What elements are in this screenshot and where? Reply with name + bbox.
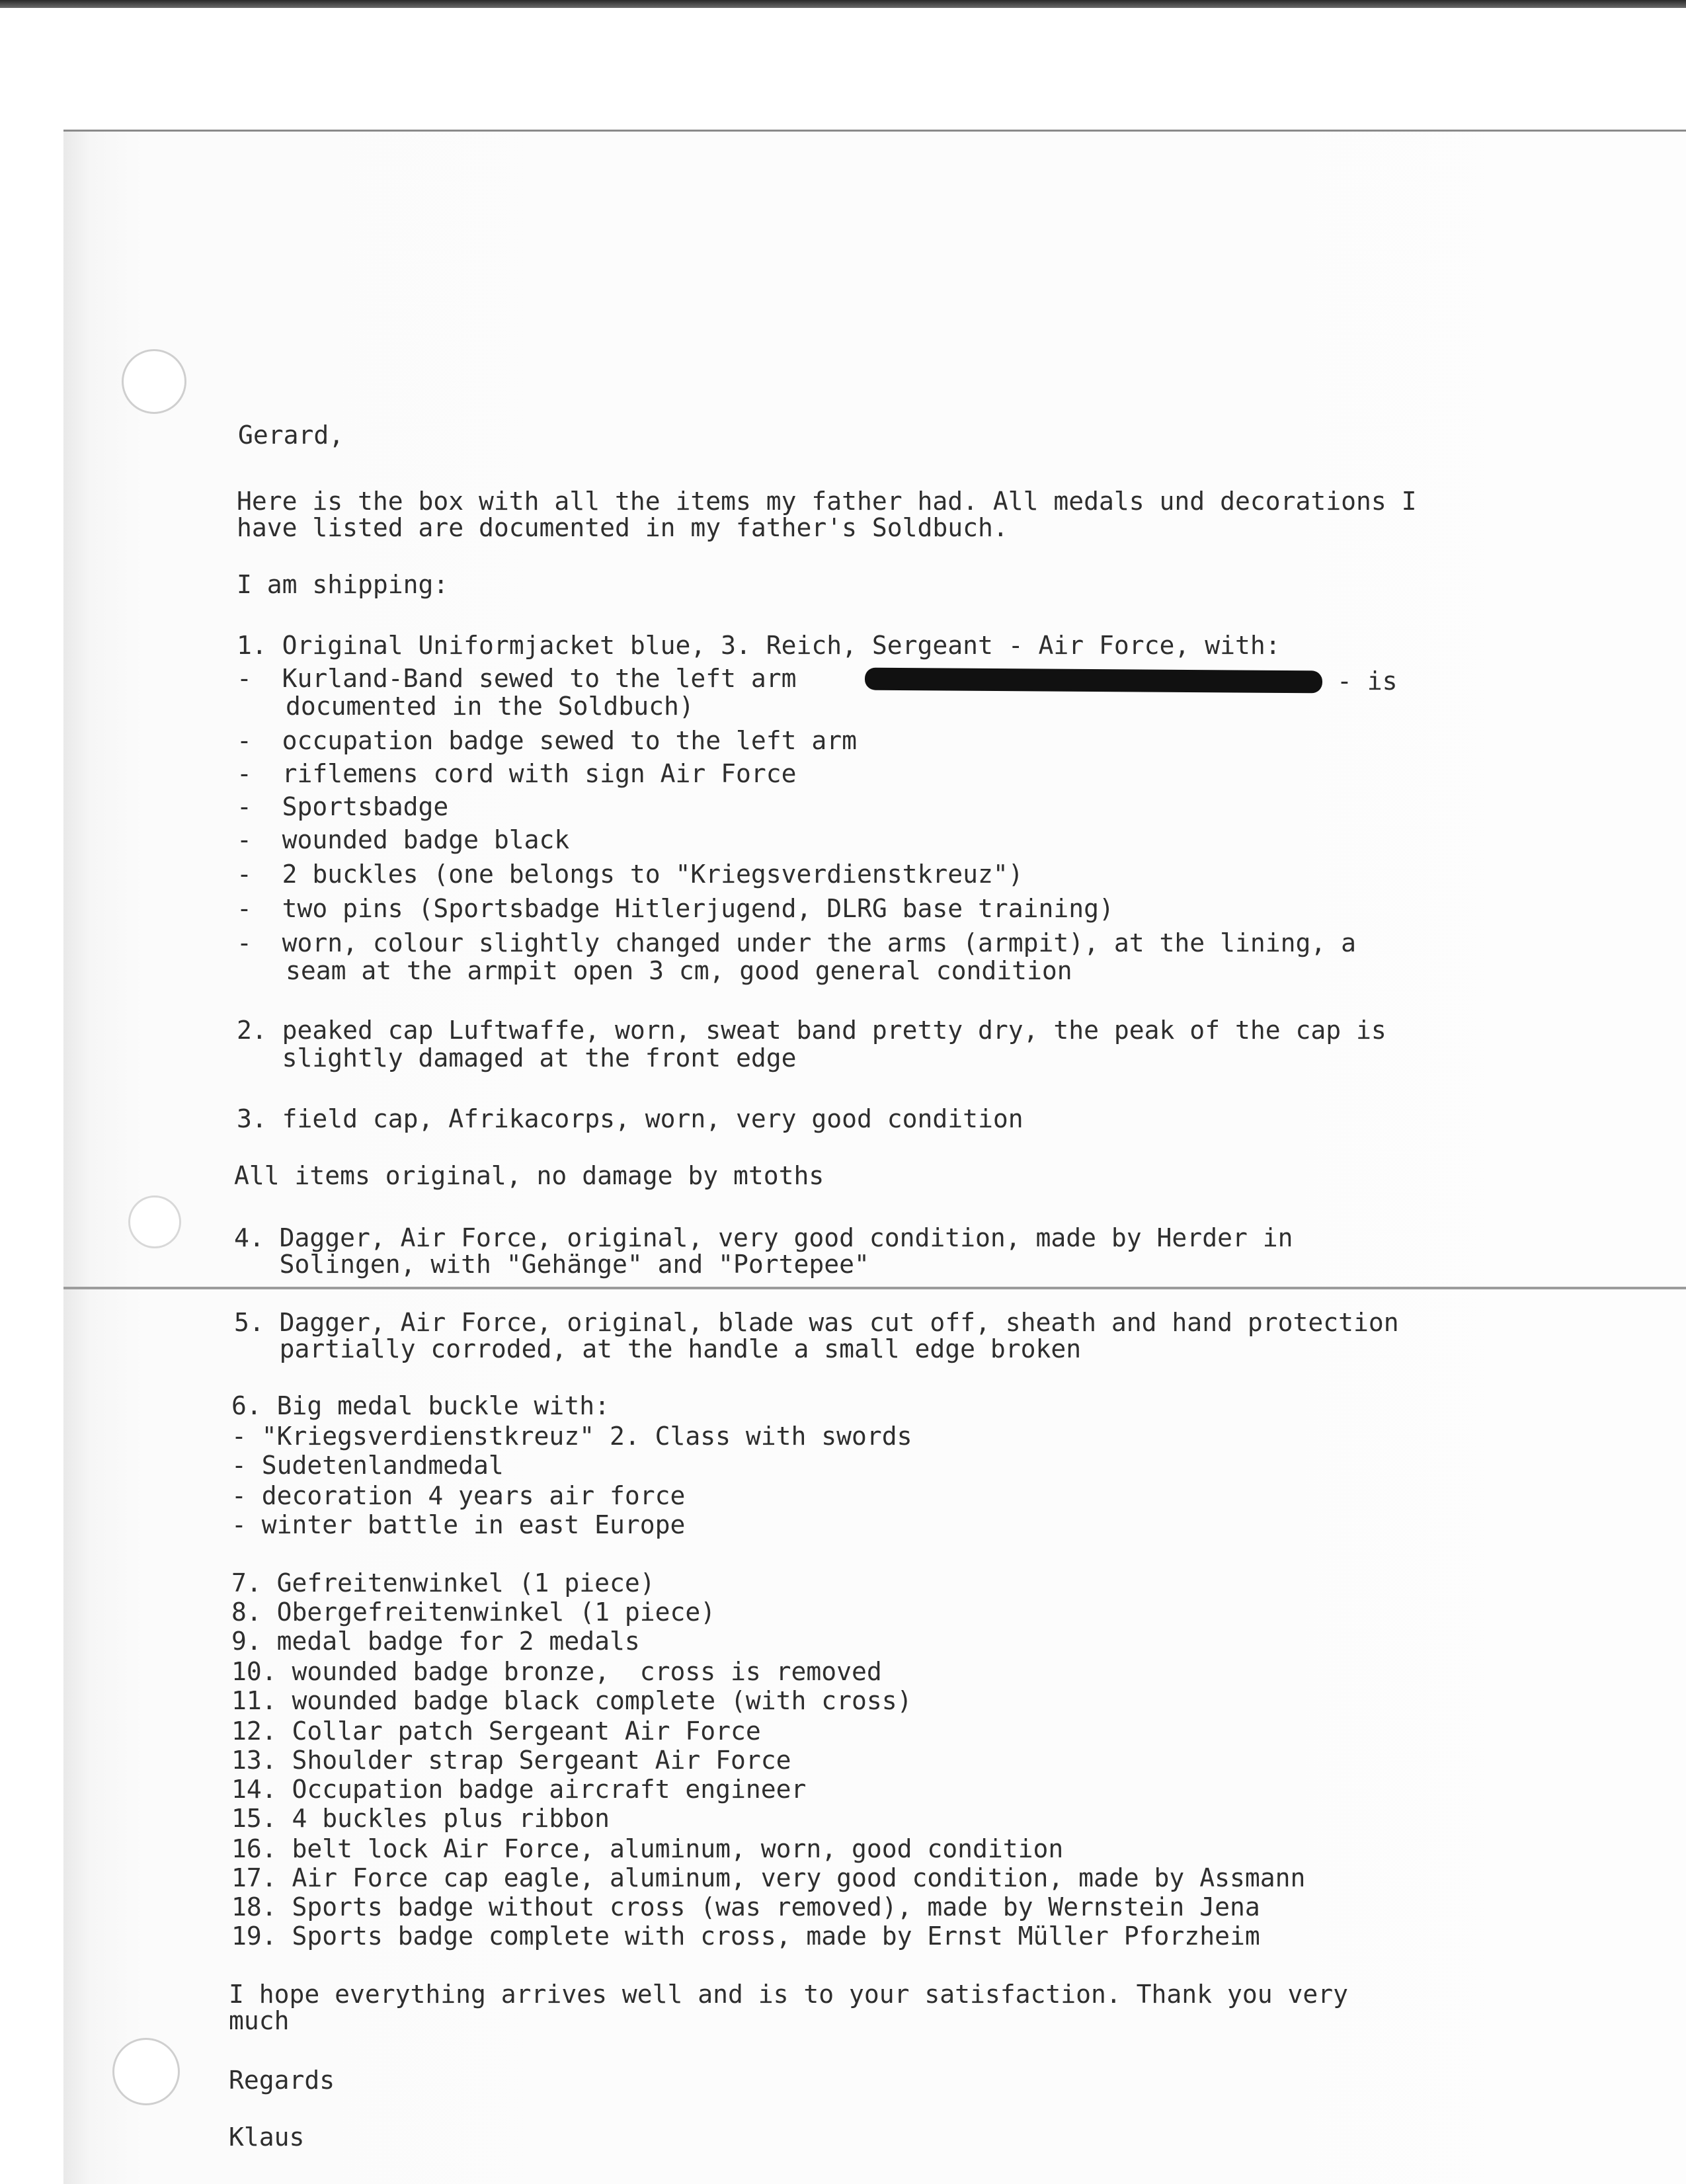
list-item: 9. medal badge for 2 medals xyxy=(231,1627,640,1656)
closing-line: I hope everything arrives well and is to your satisfaction. Thank you very xyxy=(229,1980,1348,2009)
item-1-sub: - 2 buckles (one belongs to "Kriegsverdienstkreuz") xyxy=(237,860,1024,889)
item-3: 3. field cap, Afrikacorps, worn, very good condition xyxy=(237,1104,1024,1133)
item-5: partially corroded, at the handle a small edge broken xyxy=(234,1334,1082,1363)
punch-hole-bottom xyxy=(112,2038,180,2105)
item-1-sub: - worn, colour slightly changed under the arms (armpit), at the lining, a xyxy=(237,928,1356,957)
item-1-kurland: - Kurland-Band sewed to the left arm xyxy=(237,664,797,693)
scanner-edge xyxy=(0,0,1686,8)
item-1-title: 1. Original Uniformjacket blue, 3. Reich, Sergeant - Air Force, with: xyxy=(237,631,1281,660)
item-1-sub: - occupation badge sewed to the left arm xyxy=(237,726,857,755)
list-item: 18. Sports badge without cross (was removed), made by Wernstein Jena xyxy=(231,1892,1260,1921)
item-6: - decoration 4 years air force xyxy=(231,1481,686,1510)
closing-line: much xyxy=(229,2006,290,2035)
item-1-sub: - two pins (Sportsbadge Hitlerjugend, DLRG base training) xyxy=(237,894,1114,923)
punch-hole-middle xyxy=(128,1195,181,1248)
list-item: 12. Collar patch Sergeant Air Force xyxy=(231,1717,761,1746)
redaction-mark xyxy=(865,668,1322,694)
item-1-sub: - wounded badge black xyxy=(237,825,570,854)
item-6: - Sudetenlandmedal xyxy=(231,1451,504,1480)
list-item: 17. Air Force cap eagle, aluminum, very good condition, made by Assmann xyxy=(231,1863,1306,1892)
list-item: 15. 4 buckles plus ribbon xyxy=(231,1804,610,1833)
signature: Klaus xyxy=(229,2123,305,2152)
item-6: 6. Big medal buckle with: xyxy=(231,1391,610,1420)
list-item: 10. wounded badge bronze, cross is removed xyxy=(231,1657,882,1686)
intro-line: have listed are documented in my father's Soldbuch. xyxy=(237,513,1008,542)
list-item: 13. Shoulder strap Sergeant Air Force xyxy=(231,1746,791,1775)
punch-hole-top xyxy=(122,349,186,414)
list-item: 16. belt lock Air Force, aluminum, worn, good condition xyxy=(231,1834,1064,1863)
list-item: 7. Gefreitenwinkel (1 piece) xyxy=(231,1568,655,1598)
item-6: - "Kriegsverdienstkreuz" 2. Class with swords xyxy=(231,1422,912,1451)
item-2: 2. peaked cap Luftwaffe, worn, sweat band pretty dry, the peak of the cap is xyxy=(237,1016,1386,1045)
item-1-sub: - Sportsbadge xyxy=(237,792,449,821)
item-1-kurland-end: - is xyxy=(1337,667,1398,696)
item-4: Solingen, with "Gehänge" and "Portepee" xyxy=(234,1250,869,1279)
item-4: 4. Dagger, Air Force, original, very good condition, made by Herder in xyxy=(234,1223,1293,1252)
list-item: 8. Obergefreitenwinkel (1 piece) xyxy=(231,1598,716,1627)
shipping-heading: I am shipping: xyxy=(237,570,449,599)
item-1-sub: - riflemens cord with sign Air Force xyxy=(237,759,797,788)
item-5: 5. Dagger, Air Force, original, blade was cut off, sheath and hand protection xyxy=(234,1308,1399,1337)
item-6: - winter battle in east Europe xyxy=(231,1510,686,1539)
list-item: 14. Occupation badge aircraft engineer xyxy=(231,1775,807,1804)
paper-fold-line xyxy=(63,1287,1686,1289)
regards: Regards xyxy=(229,2066,335,2095)
list-item: 11. wounded badge black complete (with cross) xyxy=(231,1686,912,1715)
intro-line: Here is the box with all the items my father had. All medals und decorations I xyxy=(237,487,1417,516)
all-items-note: All items original, no damage by mtoths xyxy=(234,1161,824,1190)
list-item: 19. Sports badge complete with cross, made by Ernst Müller Pforzheim xyxy=(231,1921,1260,1951)
item-1-sub-cont: seam at the armpit open 3 cm, good general condition xyxy=(286,956,1072,985)
item-1-kurland-cont: documented in the Soldbuch) xyxy=(286,692,694,721)
item-2: slightly damaged at the front edge xyxy=(237,1043,797,1072)
greeting: Gerard, xyxy=(238,421,344,450)
